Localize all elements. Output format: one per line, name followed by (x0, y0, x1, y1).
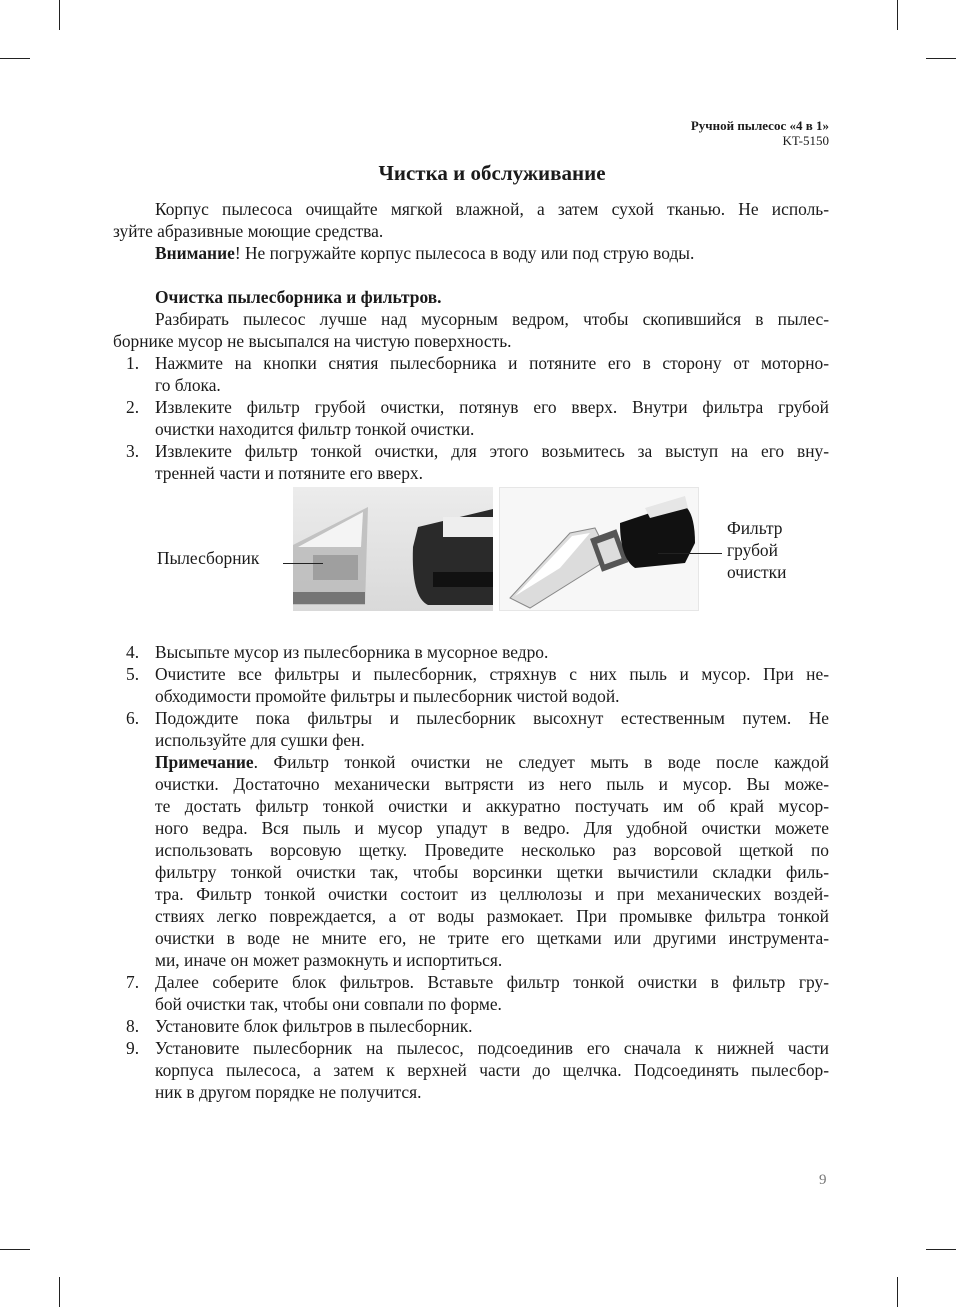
crop-mark (897, 1277, 898, 1307)
item-number: 4. (126, 642, 140, 662)
text-line: зуйте абразивные моющие средства. (113, 221, 384, 241)
crop-mark (897, 0, 898, 30)
text-line: очистки в воде не мните его, не трите его щетками или другими инструмента- (155, 928, 829, 948)
text-line: Очистите все фильтры и пылесборник, стряхнув с них пыль и мусор. При не- (155, 664, 829, 684)
item-number: 9. (126, 1038, 140, 1058)
item-number: 1. (126, 353, 140, 373)
item-number: 2. (126, 397, 140, 417)
text-line: очистки находится фильтр тонкой очистки. (155, 419, 475, 439)
list-item (113, 352, 829, 396)
text-line: ствиях легко повреждается, а от воды размокает. При промывке фильтра тонкой (155, 906, 829, 926)
page-title: Чистка и обслуживание (378, 161, 606, 185)
list-item (113, 1037, 829, 1103)
item-number: 3. (126, 441, 140, 461)
text-line: бой очистки так, чтобы они совпали по форме. (155, 994, 502, 1014)
section-paragraph (113, 308, 829, 352)
leader-line (658, 553, 722, 554)
label-line: очистки (727, 562, 787, 582)
list-item (113, 396, 829, 440)
crop-mark (59, 0, 60, 30)
text-line: Извлеките фильтр тонкой очистки, для этого возьмитесь за выступ на его вну- (155, 441, 829, 461)
list-item (113, 707, 829, 751)
figure-label-coarse-filter (727, 517, 786, 583)
warning-label: Внимание (155, 243, 235, 263)
text-line: обходимости промойте фильтры и пылесборник чистой водой. (155, 686, 620, 706)
warning-paragraph (113, 242, 829, 264)
label-line: грубой (727, 540, 778, 560)
text-line: тренней части и потяните его вверх. (155, 463, 423, 483)
list-item (113, 440, 829, 484)
label-line: Фильтр (727, 518, 783, 538)
text-line: корпуса пылесоса, а затем к верхней части до щелчка. Подсоединять пылесбор- (155, 1060, 829, 1080)
text-line: Подождите пока фильтры и пылесборник высохнут естественным путем. Не (155, 708, 829, 728)
text-line: те достать фильтр тонкой очистки и аккуратно постучать им об край мусор- (155, 796, 829, 816)
intro-paragraph (113, 198, 829, 242)
text-line: используйте для сушки фен. (155, 730, 365, 750)
section-heading-text: Очистка пылесборника и фильтров. (155, 287, 442, 307)
text-line: тра. Фильтр тонкой очистки состоит из целлюлозы и при механических воздей- (155, 884, 829, 904)
filter-assembly-photo (499, 487, 699, 611)
text-line: использовать ворсовую щетку. Проведите несколько раз ворсовой щеткой по (155, 840, 829, 860)
text-line: Установите блок фильтров в пылесборник. (155, 1016, 473, 1036)
text-line: ник в другом порядке не получится. (155, 1082, 422, 1102)
section-heading (113, 286, 829, 308)
list-item (113, 663, 829, 707)
list-item (113, 971, 829, 1015)
text-line: Установите пылесборник на пылесос, подсоединив его сначала к нижней части (155, 1038, 829, 1058)
text-line: Далее соберите блок фильтров. Вставьте фильтр тонкой очистки в фильтр гру- (155, 972, 829, 992)
text-line (155, 751, 829, 773)
item-number: 5. (126, 664, 140, 684)
vacuum-disassembled-photo (293, 487, 493, 611)
list-item (113, 641, 829, 663)
text-line: Высыпьте мусор из пылесборника в мусорное ведро. (155, 642, 549, 662)
running-header-product: Ручной пылесос «4 в 1» (690, 118, 829, 133)
leader-line (283, 563, 323, 564)
item-number: 8. (126, 1016, 140, 1036)
text-line: очистки. Достаточно механически вытрясти из него пыль и мусор. Вы може- (155, 774, 829, 794)
page-number: 9 (819, 1172, 827, 1188)
spacer (113, 264, 829, 286)
figure-label-dust-container: Пылесборник (157, 548, 260, 568)
item-number: 6. (126, 708, 140, 728)
list-item (113, 1015, 829, 1037)
crop-mark (59, 1277, 60, 1307)
crop-mark (926, 1249, 956, 1250)
text-line: Корпус пылесоса очищайте мягкой влажной, а затем сухой тканью. Не исполь- (155, 199, 829, 219)
note-label: Примечание (155, 752, 254, 772)
note-text: . Фильтр тонкой очистки не следует мыть в воде после каждой (253, 752, 829, 772)
item-number: 7. (126, 972, 140, 992)
crop-mark (0, 58, 30, 59)
crop-mark (926, 58, 956, 59)
body-text (113, 198, 829, 1103)
text-line: го блока. (155, 375, 221, 395)
text-line: ми, иначе он может размокнуть и испортиться. (155, 950, 503, 970)
crop-mark (0, 1249, 30, 1250)
text-line: Нажмите на кнопки снятия пылесборника и потяните его в сторону от моторно- (155, 353, 829, 373)
text-line: Извлеките фильтр грубой очистки, потянув его вверх. Внутри фильтра грубой (155, 397, 829, 417)
running-header-model: KT-5150 (782, 133, 829, 148)
figure (113, 487, 829, 641)
text-line: ного ведра. Вся пыль и мусор упадут в ведро. Для удобной очистки можете (155, 818, 829, 838)
text-line: Разбирать пылесос лучше над мусорным ведром, чтобы скопившийся в пылес- (155, 309, 829, 329)
text-line: фильтру тонкой очистки так, чтобы ворсинки щетки вычистили складки филь- (155, 862, 829, 882)
warning-text: ! Не погружайте корпус пылесоса в воду или под струю воды. (234, 243, 695, 263)
text-line: борнике мусор не высыпался на чистую поверхность. (113, 331, 512, 351)
note-paragraph (113, 751, 829, 971)
